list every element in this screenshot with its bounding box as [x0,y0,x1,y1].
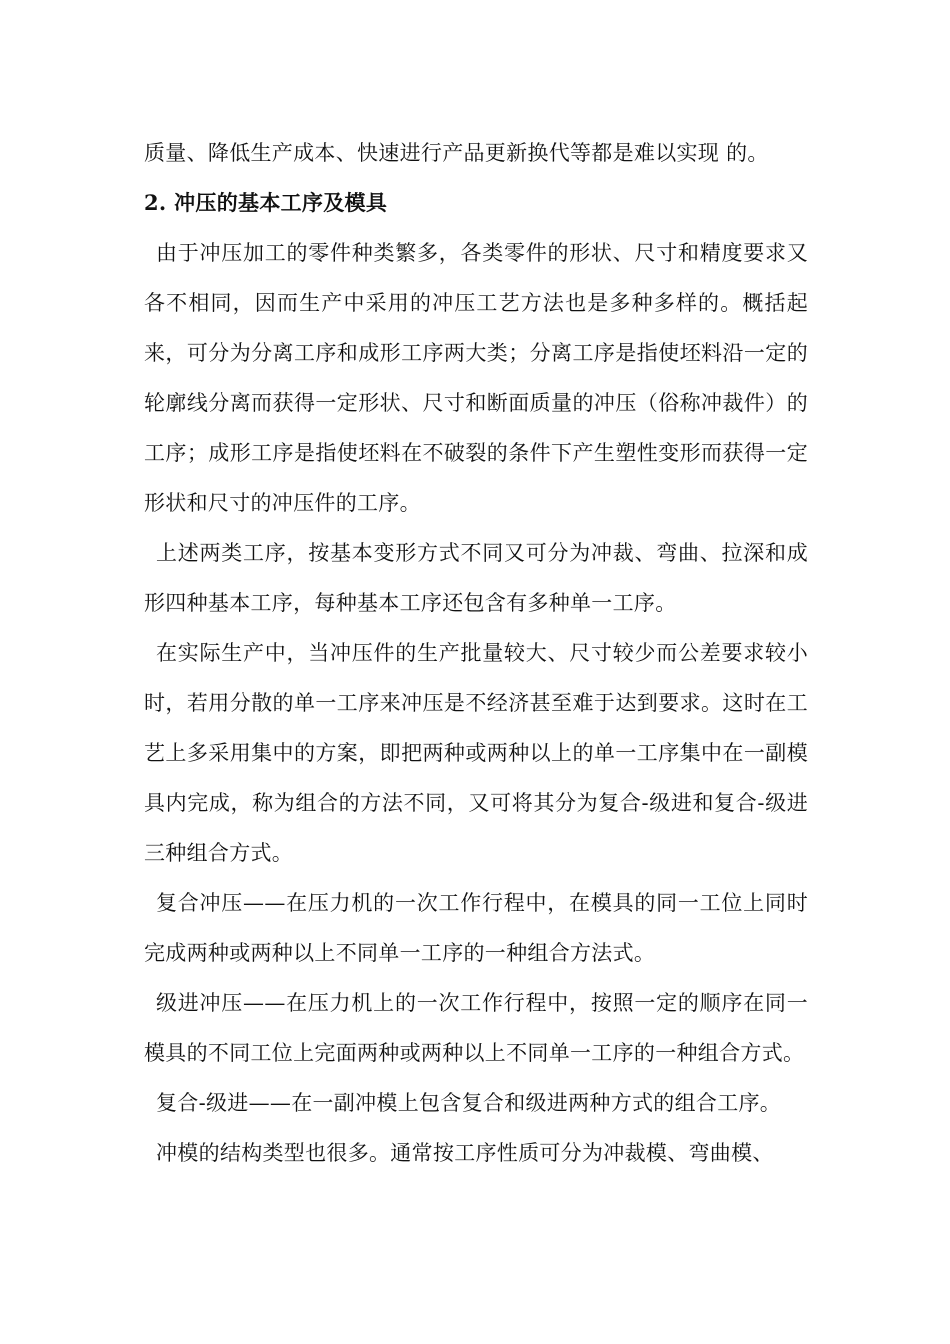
paragraph-compound-progressive: 复合-级进——在一副冲模上包含复合和级进两种方式的组合工序。 [156,1091,782,1115]
paragraph-die-types: 冲模的结构类型也很多。通常按工序性质可分为冲裁模、弯曲模、 [156,1141,774,1165]
document-body [144,128,808,1178]
section-heading: 2. 冲压的基本工序及模具 [144,190,388,215]
paragraph-combined-methods: 在实际生产中，当冲压件的生产批量较大、尺寸较少而公差要求较小时，若用分散的单一工序来冲压是不经济甚至难于达到要求。这时在工艺上多采用集中的方案，即把两种或两种以上的单一工序集中在一副模具内完成，称为组合的方法不同，又可将其分为复合-级进和复合-级进三种组合方式。 [144,641,808,865]
paragraph-basic-processes: 上述两类工序，按基本变形方式不同又可分为冲裁、弯曲、拉深和成形四种基本工序，每种基本工序还包含有多种单一工序。 [144,541,808,615]
paragraph-compound-stamping: 复合冲压——在压力机的一次工作行程中，在模具的同一工位上同时完成两种或两种以上不同单一工序的一种组合方法式。 [144,891,808,965]
paragraph-progressive-stamping: 级进冲压——在压力机上的一次工作行程中，按照一定的顺序在同一模具的不同工位上完面两种或两种以上不同单一工序的一种组合方式。 [144,991,808,1065]
paragraph-continuation: 质量、降低生产成本、快速进行产品更新换代等都是难以实现 的。 [144,141,769,165]
paragraph-process-overview: 由于冲压加工的零件种类繁多，各类零件的形状、尺寸和精度要求又各不相同，因而生产中采用的冲压工艺方法也是多种多样的。概括起来，可分为分离工序和成形工序两大类；分离工序是指使坯料沿一定的轮廓线分离而获得一定形状、尺寸和断面质量的冲压（俗称冲裁件）的工序；成形工序是指使坯料在不破裂的条件下产生塑性变形而获得一定形状和尺寸的冲压件的工序。 [144,241,808,515]
